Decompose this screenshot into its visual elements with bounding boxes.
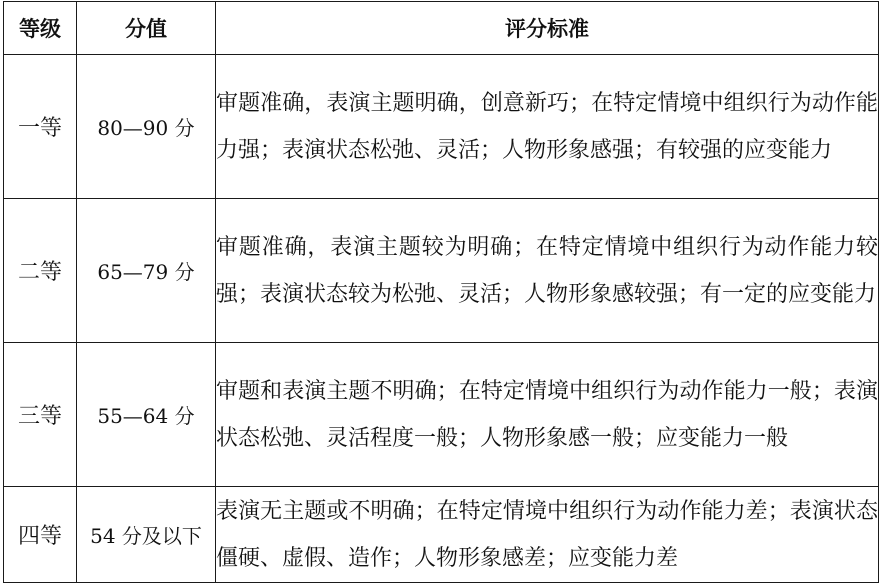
table-row: [4, 55, 879, 199]
grading-table: [3, 1, 879, 583]
level-cell: 三等: [4, 343, 77, 487]
header-criteria: 评分标准: [216, 2, 879, 55]
score-cell: 55—64 分: [77, 343, 216, 487]
header-score: 分值: [77, 2, 216, 55]
criteria-cell: 审题准确，表演主题明确，创意新巧；在特定情境中组织行为动作能力强；表演状态松弛、灵活；人物形象感强；有较强的应变能力: [216, 55, 879, 199]
level-cell: 四等: [4, 487, 77, 583]
table-body: [4, 55, 879, 583]
criteria-cell: 审题准确，表演主题较为明确；在特定情境中组织行为动作能力较强；表演状态较为松弛、灵活；人物形象感较强；有一定的应变能力: [216, 199, 879, 343]
table-header: [4, 2, 879, 55]
score-cell: 65—79 分: [77, 199, 216, 343]
header-row: [4, 2, 879, 55]
level-cell: 二等: [4, 199, 77, 343]
table-row: [4, 199, 879, 343]
header-level: 等级: [4, 2, 77, 55]
score-cell: 80—90 分: [77, 55, 216, 199]
score-cell: 54 分及以下: [77, 487, 216, 583]
criteria-cell: 表演无主题或不明确；在特定情境中组织行为动作能力差；表演状态僵硬、虚假、造作；人物形象感差；应变能力差: [216, 487, 879, 583]
level-cell: 一等: [4, 55, 77, 199]
table-row: [4, 343, 879, 487]
criteria-cell: 审题和表演主题不明确；在特定情境中组织行为动作能力一般；表演状态松弛、灵活程度一般；人物形象感一般；应变能力一般: [216, 343, 879, 487]
table-row: [4, 487, 879, 583]
